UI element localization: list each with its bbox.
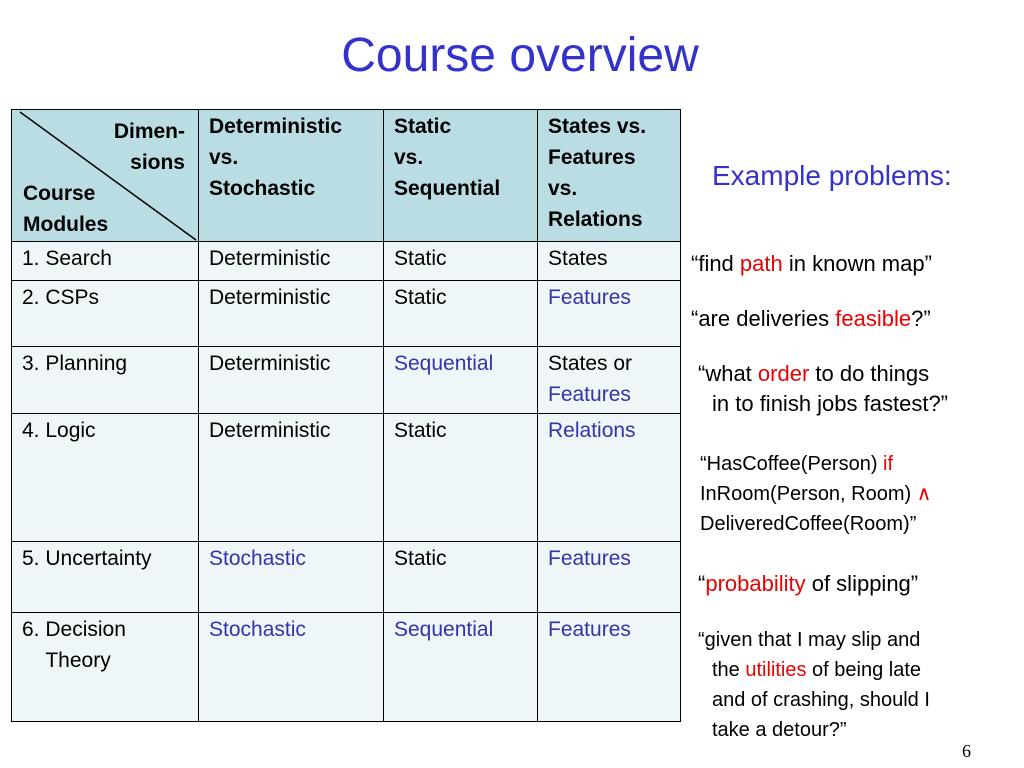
stat-cell: Static — [384, 242, 538, 281]
det-cell: Deterministic — [199, 414, 384, 542]
table-row — [12, 414, 681, 542]
rep-cell: Relations — [538, 414, 681, 542]
header-representation: States vs. Features vs. Relations — [538, 110, 681, 242]
det-cell: Stochastic — [199, 542, 384, 613]
example-search: “find path in known map” — [691, 251, 932, 276]
and-symbol: ∧ — [916, 483, 932, 505]
header-deterministic: Deterministic vs. Stochastic — [199, 110, 384, 242]
header-static: Static vs. Sequential — [384, 110, 538, 242]
module-cell: 3. Planning — [12, 347, 199, 414]
example-planning: “what order to do things in to finish jobs fastest?” — [698, 361, 949, 416]
examples-heading: Example problems: — [712, 160, 952, 191]
rep-cell: States — [538, 242, 681, 281]
table-row — [12, 347, 681, 414]
stat-cell: Static — [384, 542, 538, 613]
det-cell: Deterministic — [199, 347, 384, 414]
rep-cell: Features — [538, 281, 681, 347]
det-cell: Deterministic — [199, 242, 384, 281]
modules-label: Course Modules — [23, 182, 109, 236]
rep-cell: Features — [538, 613, 681, 722]
example-logic: “HasCoffee(Person) if InRoom(Person, Room) ∧ DeliveredCoffee(Room)” — [700, 453, 932, 535]
stat-cell: Static — [384, 281, 538, 347]
module-cell: 4. Logic — [12, 414, 199, 542]
page-number: 6 — [962, 741, 971, 761]
rep-cell: Features — [538, 542, 681, 613]
example-decision: “given that I may slip and the utilities of being late and of crashing, should I take a detour?” — [698, 629, 930, 741]
stat-cell: Static — [384, 414, 538, 542]
example-csp: “are deliveries feasible?” — [691, 306, 931, 331]
slide-title: Course overview — [341, 29, 699, 82]
det-cell: Stochastic — [199, 613, 384, 722]
table-row — [12, 613, 681, 722]
table-row — [12, 542, 681, 613]
stat-cell: Sequential — [384, 347, 538, 414]
module-cell: 5. Uncertainty — [12, 542, 199, 613]
corner-cell — [12, 110, 199, 242]
table-row — [12, 281, 681, 347]
stat-cell: Sequential — [384, 613, 538, 722]
header-row — [12, 110, 681, 242]
dimensions-label: Dimen- sions — [113, 120, 185, 174]
course-table — [11, 109, 681, 722]
module-cell: 6. Decision Theory — [12, 613, 199, 722]
det-cell: Deterministic — [199, 281, 384, 347]
table-row — [12, 242, 681, 281]
example-uncertainty: “probability of slipping” — [698, 571, 919, 596]
rep-cell: States or Features — [538, 347, 681, 414]
module-cell: 1. Search — [12, 242, 199, 281]
module-cell: 2. CSPs — [12, 281, 199, 347]
